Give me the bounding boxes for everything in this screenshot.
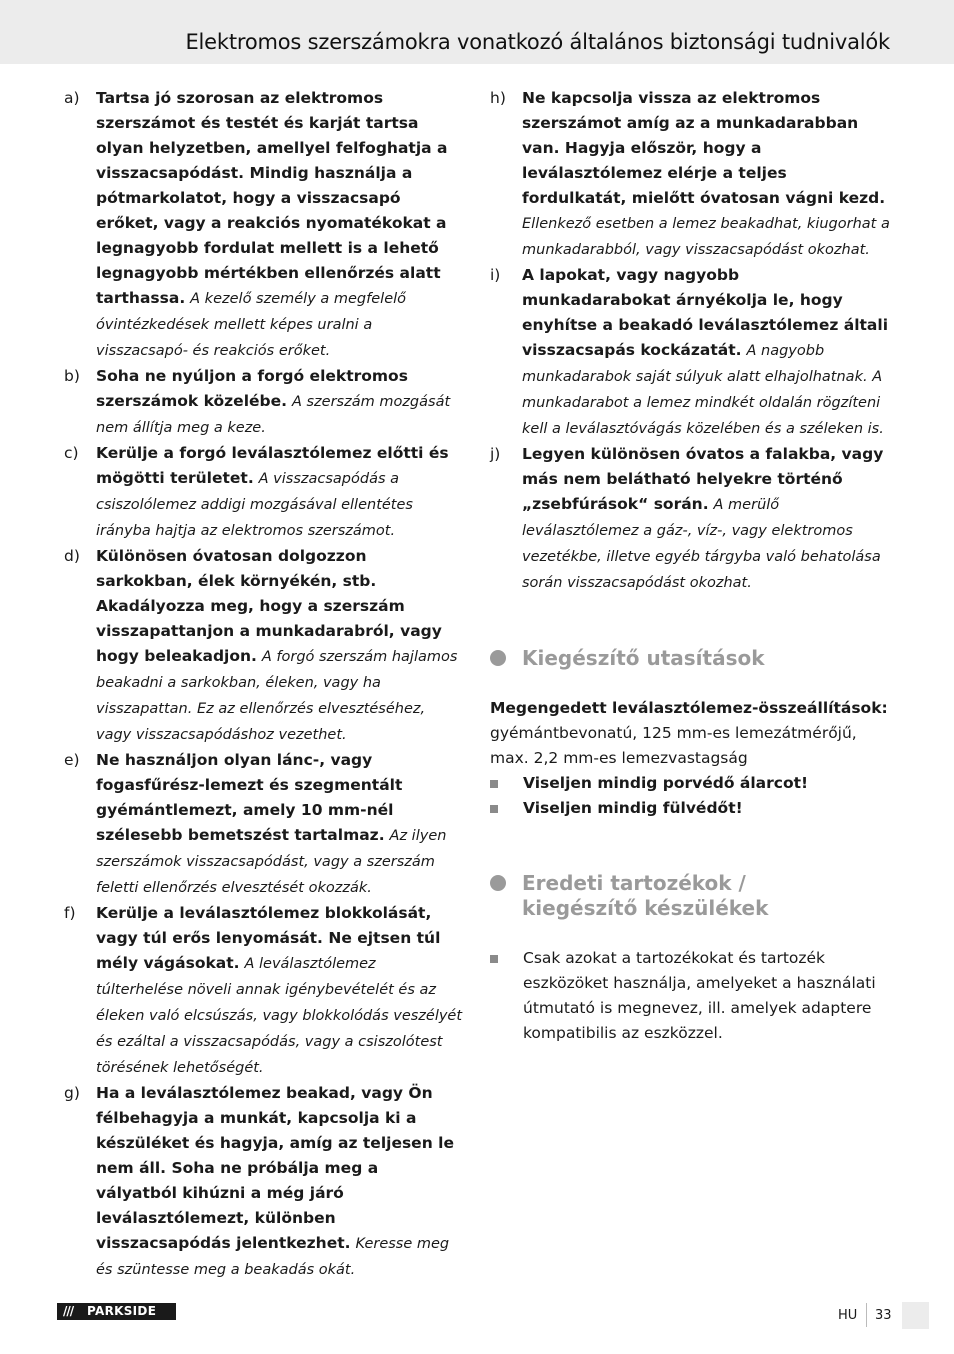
page-number: 33	[875, 1308, 892, 1323]
section-heading-text: Kiegészítő utasítások	[522, 646, 765, 670]
item-bold-text: Kerülje a forgó leválasztólemez előtti és mögötti területet.	[96, 444, 449, 487]
heading-line-1: Eredeti tartozékok /	[522, 871, 746, 895]
page-footer	[0, 1300, 954, 1330]
list-item	[64, 901, 464, 1081]
item-bold-text: Ne kapcsolja vissza az elektromos szerszámot amíg az a munkadarabban van. Hagyja először, hogy a leválasztólemez elérje a teljes fordulkatát, mielőtt óvatosan vágni kezd.	[522, 89, 886, 207]
bullet-dot-icon	[490, 875, 506, 891]
language-code: HU	[838, 1308, 858, 1323]
square-bullet-icon	[490, 780, 498, 788]
logo-text: PARKSIDE	[87, 1304, 157, 1318]
item-body	[522, 86, 892, 263]
bullet-text: Csak azokat a tartozékokat és tartozék eszközöket használja, amelyeket a használati útmutató is megnevez, ill. amelyek adaptere kompatibilis az eszközzel.	[523, 949, 876, 1042]
item-body	[522, 263, 892, 442]
right-column	[490, 86, 892, 1046]
page-tab-marker	[902, 1302, 929, 1329]
list-item	[64, 748, 464, 901]
item-body	[96, 901, 464, 1081]
item-bold-text: Tartsa jó szorosan az elektromos szerszámot és testét és karját tartsa olyan helyzetben, amellyel felfoghatja a visszacsapódást. Mindig használja a pótmarkolatot, hogy a visszacsapó erőket, vagy a reakciós nyomatékokat a legnagyobb fordulat mellett is a lehető legnagyobb mértékben ellenőrzés alatt tarthassa.	[96, 89, 448, 307]
item-body	[96, 86, 464, 364]
item-italic-text: A leválasztólemez túlterhelése növeli annak igénybevételét és az éleken való elcsúszás, vagy blokkolódás veszélyét és ezáltal a visszacsapódás, vagy a csiszolótest törésének lehetőségét.	[96, 956, 463, 1076]
item-bold-text: Különösen óvatosan dolgozzon sarkokban, élek környékén, stb. Akadályozza meg, hogy a szerszám visszapattanjon a munkadarabról, vagy hogy beleakadjon.	[96, 547, 442, 665]
heading-line-2: kiegészítő készülékek	[522, 896, 769, 920]
item-bold-text: Soha ne nyúljon a forgó elektromos szerszámok közelébe.	[96, 367, 408, 410]
item-bold-text: Kerülje a leválasztólemez blokkolását, vagy túl erős lenyomását. Ne ejtsen túl mély vágásokat.	[96, 904, 441, 972]
bullet-text: Viseljen mindig porvédő álarcot!	[523, 774, 809, 792]
item-italic-text: A szerszám mozgását nem állítja meg a keze.	[96, 394, 451, 436]
item-italic-text: Az ilyen szerszámok visszacsapódást, vagy a szerszám feletti ellenőrzés elvesztését okozzák.	[96, 828, 447, 896]
bullet-text: Viseljen mindig fülvédőt!	[523, 799, 743, 817]
item-bold-text: Legyen különösen óvatos a falakba, vagy más nem belátható helyekre történő „zsebfúrások“ során.	[522, 445, 884, 513]
left-column	[64, 86, 464, 1283]
item-italic-text: Ellenkező esetben a lemez beakadhat, kiugorhat a munkadarabból, vagy visszacsapódást okozhat.	[522, 216, 890, 258]
list-item	[490, 946, 892, 1046]
item-italic-text: Keresse meg és szüntesse meg a beakadás okát.	[96, 1236, 450, 1278]
list-item	[64, 441, 464, 544]
footer-divider	[866, 1303, 867, 1327]
list-item	[490, 263, 892, 442]
item-label: b)	[64, 367, 80, 385]
item-label: j)	[490, 445, 501, 463]
section-heading-supplementary	[490, 646, 892, 671]
list-item	[64, 86, 464, 364]
page-header	[0, 0, 954, 64]
list-item	[64, 364, 464, 441]
item-body	[96, 1081, 464, 1283]
item-body	[96, 364, 464, 441]
item-italic-text: A merülő leválasztólemez a gáz-, víz-, vagy elektromos vezetékbe, illetve egyéb tárgyba való behatolása során visszacsapódást okozhat.	[522, 497, 881, 591]
item-label: d)	[64, 547, 80, 565]
item-body	[96, 748, 464, 901]
logo-slashes: ///	[63, 1304, 74, 1318]
parkside-logo	[57, 1303, 176, 1320]
item-italic-text: A kezelő személy a megfelelő óvintézkedések mellett képes uralni a visszacsapó- és reakciós erőket.	[96, 291, 407, 359]
square-bullet-icon	[490, 955, 498, 963]
disc-spec-paragraph	[490, 696, 892, 771]
item-italic-text: A visszacsapódás a csiszolólemez addigi mozgásával ellentétes irányba hajtja az elektromos szerszámot.	[96, 471, 413, 539]
item-label: i)	[490, 266, 501, 284]
list-item	[64, 544, 464, 748]
item-body	[96, 544, 464, 748]
disc-spec-label: Megengedett leválasztólemez-összeállítások:	[490, 699, 888, 717]
list-item	[490, 771, 892, 796]
item-bold-text: A lapokat, vagy nagyobb munkadarabokat árnyékolja le, hogy enyhítse a beakadó leválasztólemez általi visszacsapás kockázatát.	[522, 266, 889, 359]
item-label: e)	[64, 751, 80, 769]
list-item	[490, 442, 892, 596]
list-item	[490, 86, 892, 263]
page-title: Elektromos szerszámokra vonatkozó általános biztonsági tudnivalók	[185, 30, 890, 54]
bullet-dot-icon	[490, 650, 506, 666]
section-heading-accessories	[490, 871, 892, 921]
item-body	[522, 442, 892, 596]
item-italic-text: A forgó szerszám hajlamos beakadni a sarkokban, éleken, vagy ha visszapattan. Ez az ellenőrzés elvesztéséhez, vagy visszacsapódáshoz vezethet.	[96, 649, 458, 743]
item-label: g)	[64, 1084, 80, 1102]
item-italic-text: A nagyobb munkadarabok saját súlyuk alatt elhajolhatnak. A munkadarabot a lemez mindkét oldalán rögzíteni kell a leválasztóvágás közelében és a széleken is.	[522, 343, 884, 437]
section-heading-text	[522, 871, 768, 921]
item-bold-text: Ha a leválasztólemez beakad, vagy Ön félbehagyja a munkát, kapcsolja ki a készüléket és hagyja, amíg az teljesen le nem áll. Soha ne próbálja meg a vályatból kihúzni a még járó leválasztólemezt, különben visszacsapódás jelentkezhet.	[96, 1084, 454, 1252]
square-bullet-icon	[490, 805, 498, 813]
list-item	[490, 796, 892, 821]
item-label: h)	[490, 89, 506, 107]
item-label: a)	[64, 89, 80, 107]
item-label: f)	[64, 904, 76, 922]
item-body	[96, 441, 464, 544]
item-label: c)	[64, 444, 79, 462]
list-item	[64, 1081, 464, 1283]
disc-spec-text: gyémántbevonatú, 125 mm-es lemezátmérőjű, max. 2,2 mm-es lemezvastagság	[490, 724, 857, 767]
item-bold-text: Ne használjon olyan lánc-, vagy fogasfűrész-lemezt és szegmentált gyémántlemezt, amely 10 mm-nél szélesebb bemetszést tartalmaz.	[96, 751, 403, 844]
